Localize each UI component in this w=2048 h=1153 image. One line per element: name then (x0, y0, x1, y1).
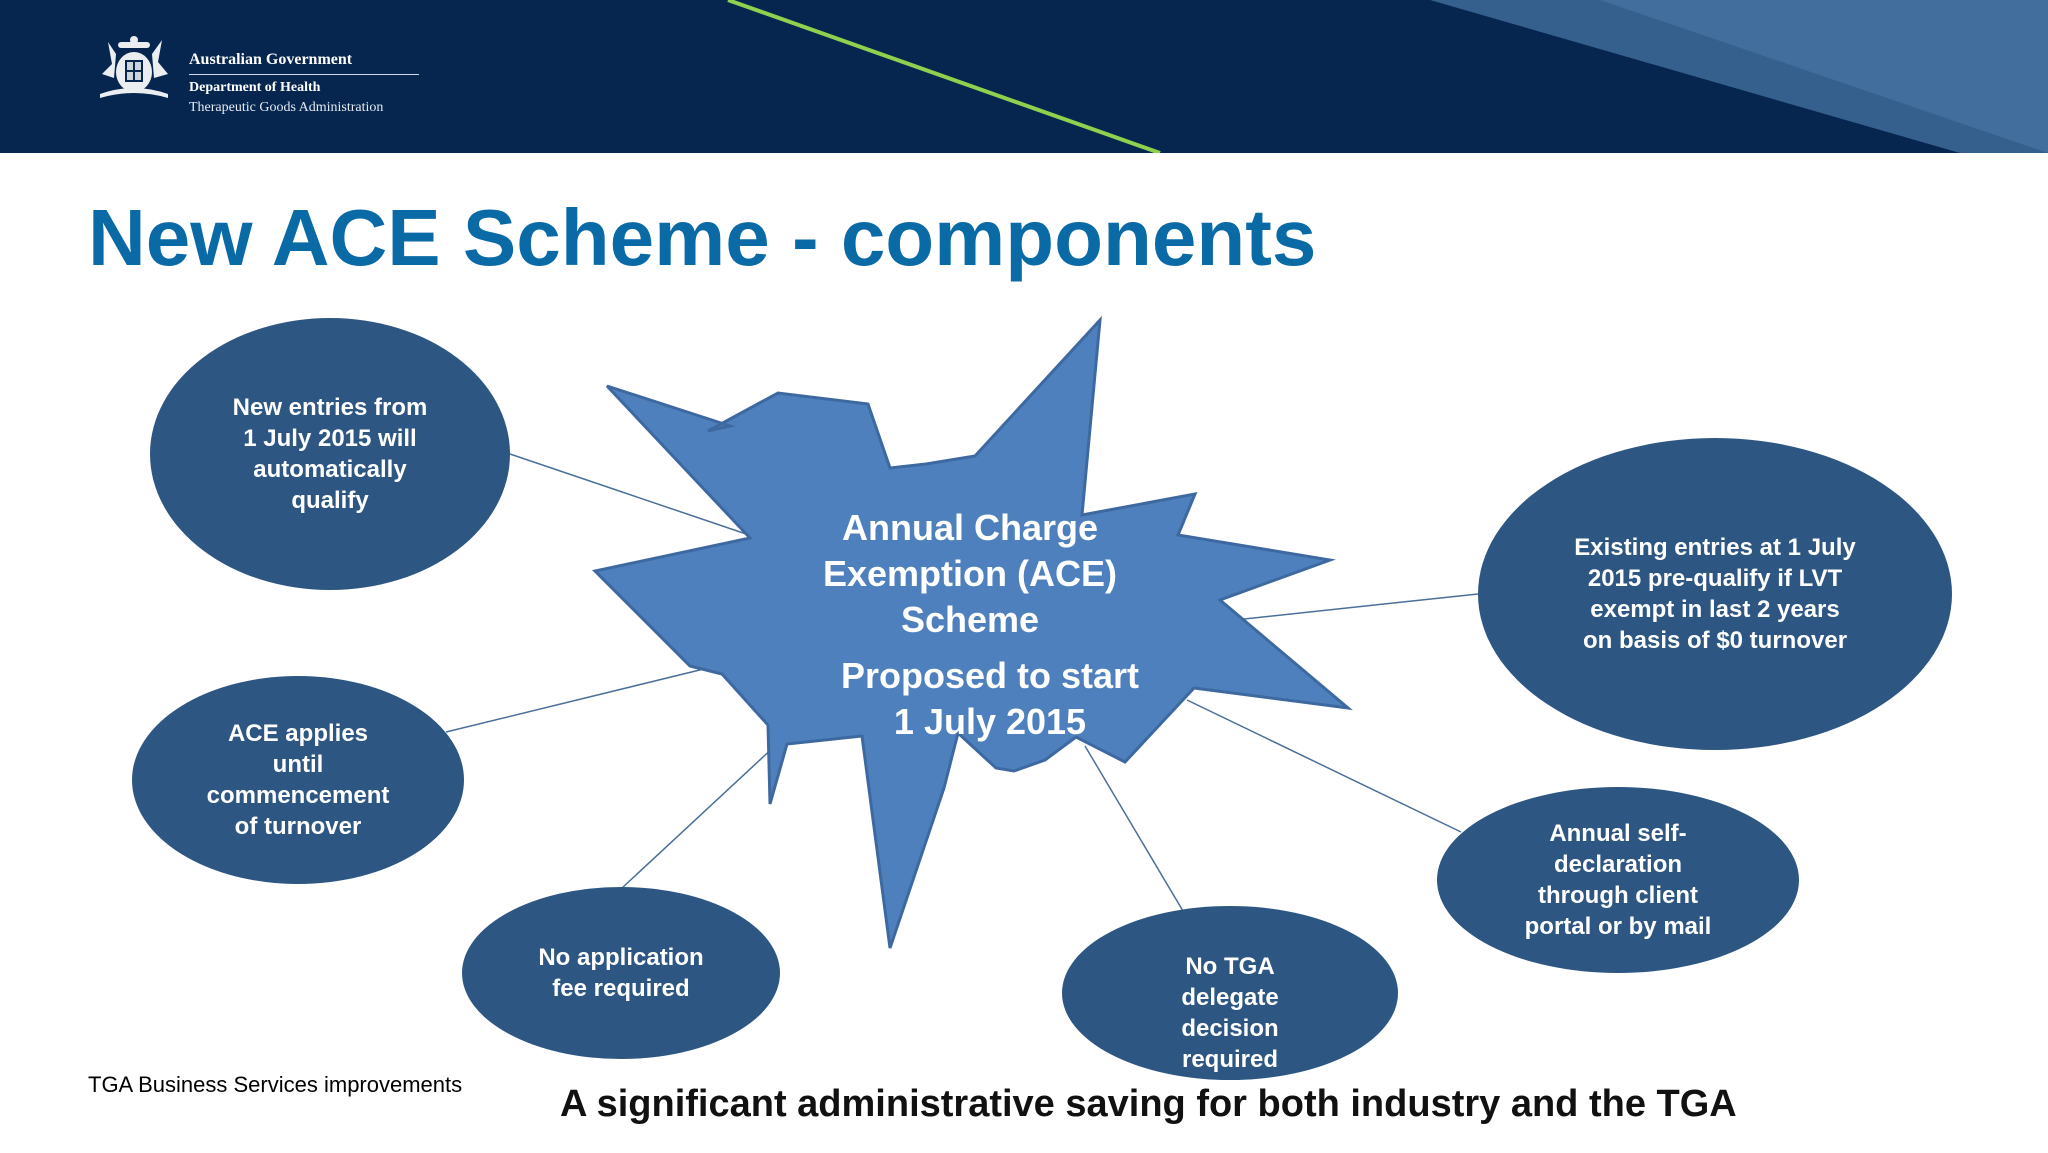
summary-tagline: A significant administrative saving for both industry and the TGA (560, 1083, 1737, 1125)
center-subheading: Proposed to start 1 July 2015 (840, 655, 1140, 742)
slide-title: New ACE Scheme - components (88, 193, 1317, 282)
connector-line (1216, 594, 1478, 622)
component-applies-until: ACE applies until commencement of turnover (206, 720, 390, 840)
government-name: Australian Government (189, 51, 353, 68)
connector-line (1187, 700, 1461, 832)
connector-line (446, 666, 716, 732)
component-existing-entries: Existing entries at 1 July 2015 pre-qualify if LVT exempt in last 2 years on basis of $0 turnover (1574, 534, 1856, 654)
component-new-entries: New entries from 1 July 2015 will automatically qualify (232, 394, 428, 514)
component-self-declaration: Annual self- declaration through client portal or by mail (1524, 820, 1712, 940)
footer-caption: TGA Business Services improvements (88, 1072, 463, 1097)
component-no-delegate: No TGA delegate decision required (1181, 953, 1279, 1073)
department-name: Department of Health (189, 80, 321, 95)
agency-name: Therapeutic Goods Administration (189, 100, 384, 115)
connector-line (622, 732, 790, 888)
component-no-fee: No application fee required (538, 944, 704, 1002)
connector-line (1085, 746, 1183, 911)
center-heading: Annual Charge Exemption (ACE) Scheme (822, 507, 1117, 640)
